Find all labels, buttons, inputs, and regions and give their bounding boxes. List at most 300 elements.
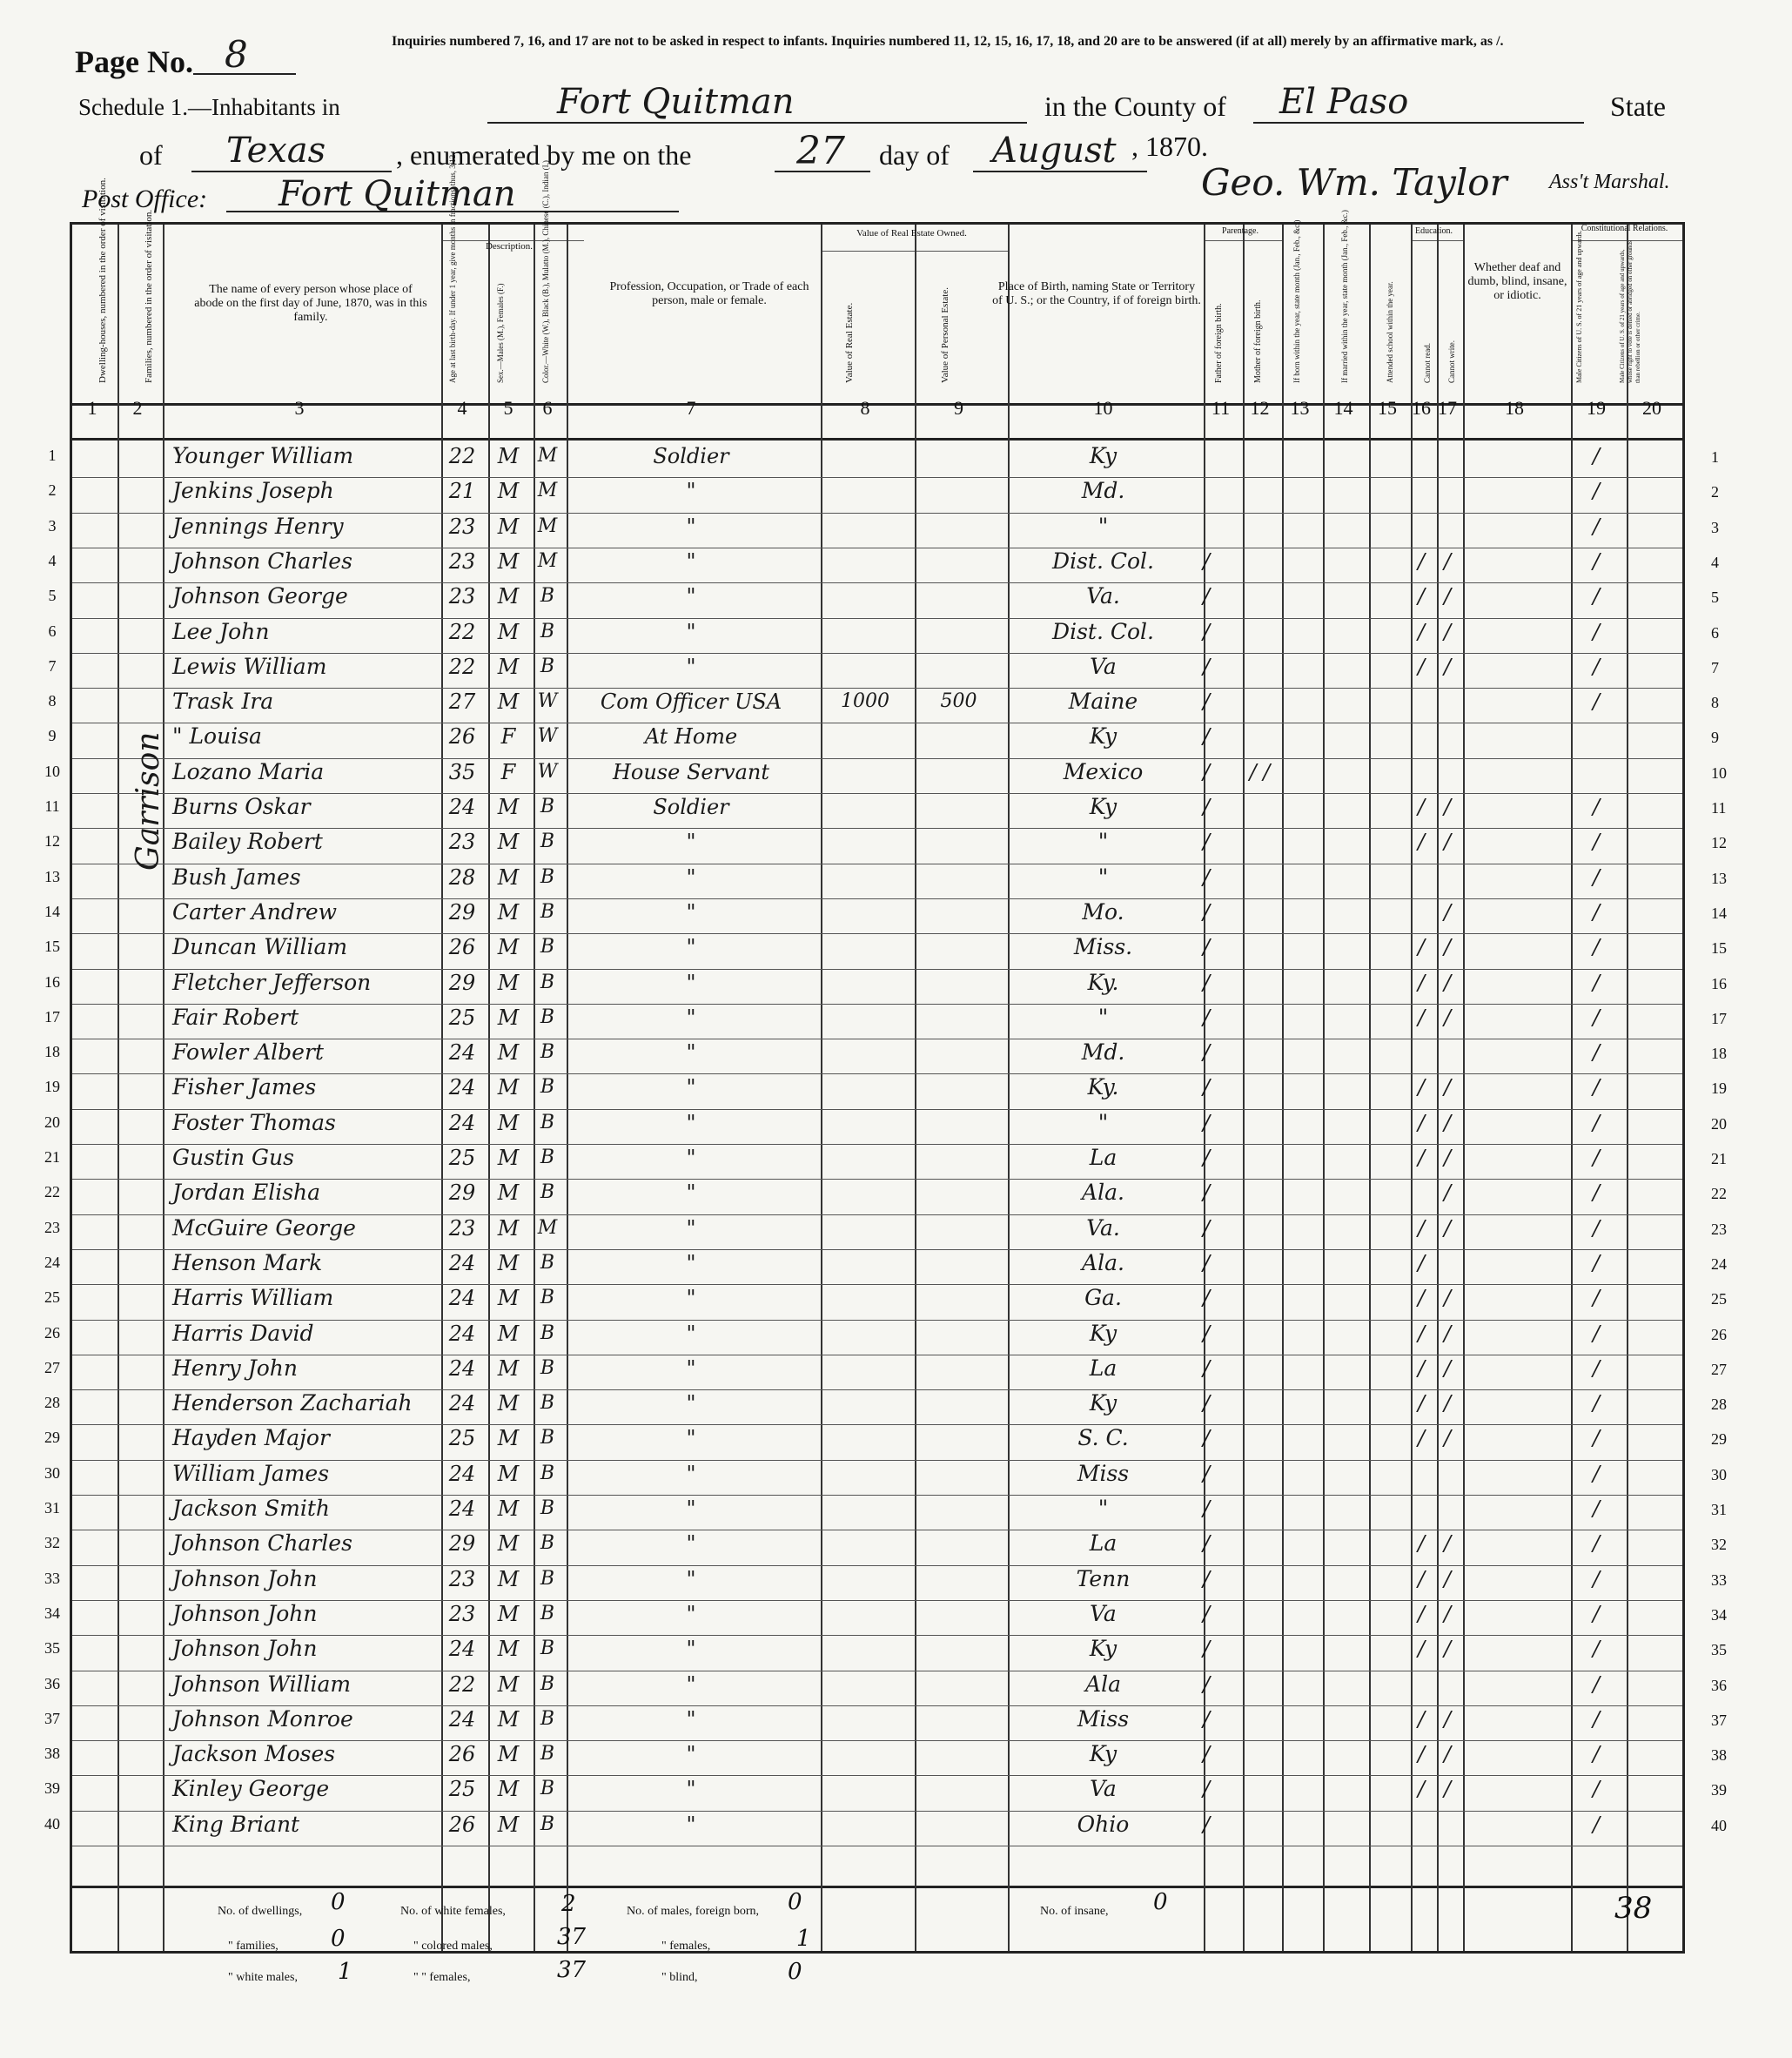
place-name: Fort Quitman [557,82,795,122]
person-age: 26 [448,724,476,750]
person-age: 24 [448,1286,476,1311]
person-sex: M [497,548,520,574]
person-name: Henderson Zachariah [172,1390,413,1416]
person-color: B [540,1392,555,1415]
row-number: 13 [44,867,60,885]
person-occupation: House Servant [612,759,770,784]
person-occupation: " [686,1566,696,1591]
person-color: B [540,936,555,958]
male-citizen-mark: / [1592,1250,1601,1275]
mother-foreign-mark: / / [1249,759,1271,784]
person-age: 35 [448,759,476,784]
birthplace: La [1089,1145,1117,1170]
white-females-value: 2 [561,1891,576,1917]
father-foreign-mark: / [1203,1461,1211,1486]
person-occupation: " [686,970,696,995]
male-citizen-mark: / [1592,1391,1601,1416]
person-color: M [537,514,558,537]
person-occupation: " [686,654,696,679]
person-age: 25 [448,1777,476,1802]
male-citizen-mark: / [1592,970,1601,995]
cannot-write-mark: / [1443,584,1452,609]
person-age: 25 [448,1426,476,1451]
person-sex: M [497,970,520,995]
cannot-read-mark: / [1417,1777,1426,1802]
cannot-read-mark: / [1417,970,1426,995]
male-citizen-mark: / [1592,1286,1601,1311]
column-number: 13 [1290,397,1310,419]
footer-divider [72,1886,1682,1888]
row-number: 38 [44,1745,60,1763]
column-number: 6 [542,397,553,419]
row-number: 3 [48,516,57,535]
state-underline [191,171,392,172]
father-foreign-mark: / [1203,899,1211,925]
person-name: Harris David [172,1320,314,1346]
row-number: 35 [44,1639,60,1658]
male-citizen-mark: / [1592,864,1601,890]
person-color: B [540,1181,555,1204]
male-citizen-mark: / [1592,1706,1601,1732]
person-occupation: " [686,1496,696,1521]
father-foreign-mark: / [1203,1215,1211,1241]
col6-header: Color.—White (W.), Black (B.), Mulatto (M.), Chinese (C.), Indian (I.) [541,160,550,383]
person-sex: M [497,1742,520,1767]
person-sex: M [497,899,520,925]
birthplace: Ky [1089,1320,1117,1346]
male-citizen-mark: / [1592,444,1601,468]
person-occupation: " [686,584,696,609]
person-age: 24 [448,1250,476,1275]
person-age: 24 [448,1637,476,1662]
person-color: M [537,1216,558,1239]
blind-value: 0 [788,1959,802,1985]
birthplace: Ky [1089,723,1117,750]
column-number: 9 [954,397,963,419]
male-citizen-mark: / [1592,1601,1601,1626]
male-citizen-mark: / [1592,1812,1601,1837]
person-color: B [540,1427,555,1449]
male-citizen-mark: / [1592,584,1601,609]
person-sex: M [497,795,520,819]
person-age: 23 [448,1566,476,1591]
row-number: 36 [44,1674,60,1692]
person-occupation: " [686,1777,696,1802]
dwellings-label: No. of dwellings, [218,1905,303,1918]
col3-header: The name of every person whose place of abode on the first day of June, 1870, was in this family. [194,283,427,324]
cannot-write-mark: / [1443,1742,1452,1767]
column-number: 16 [1412,397,1431,419]
person-sex: M [497,1777,520,1802]
person-sex: M [497,1566,520,1591]
male-citizen-mark: / [1592,1146,1601,1170]
col20-header: Male Citizens of U. S. of 21 years of age and upwards, whose right to vote is denied or abridged on other grounds than rebellion or other crime. [1619,240,1641,383]
male-citizen-mark: / [1592,1040,1601,1066]
person-sex: M [497,654,520,679]
father-foreign-mark: / [1203,830,1211,855]
person-occupation: " [686,1461,696,1486]
birthplace: Miss [1077,1705,1130,1732]
person-name: Gustin Gus [172,1145,294,1170]
person-occupation: " [686,514,696,539]
person-sex: M [497,1601,520,1626]
cannot-read-mark: / [1417,1215,1426,1241]
cannot-write-mark: / [1443,830,1452,855]
birthplace: Va. [1086,583,1120,609]
person-name: Johnson Charles [172,1530,352,1557]
person-occupation: " [686,619,696,644]
cannot-read-mark: / [1417,1250,1426,1275]
citizens-total: 38 [1614,1891,1653,1926]
row-number: 32 [44,1534,60,1552]
row-number: 16 [44,972,60,991]
male-citizen-mark: / [1592,1355,1601,1381]
father-foreign-mark: / [1203,1250,1211,1275]
male-citizen-mark: / [1592,1461,1601,1486]
row-number: 10 [44,762,60,780]
person-color: B [540,1076,555,1099]
enumeration-month: August [992,131,1117,171]
page-label [75,44,193,80]
person-occupation: " [686,1215,696,1241]
cannot-read-mark: / [1417,1426,1426,1451]
row-number: 23 [44,1218,60,1236]
row-number-right: 12 [1711,834,1727,852]
col15-header: Attended school within the year. [1386,281,1394,383]
person-sex: M [497,1426,520,1451]
father-foreign-mark: / [1203,1742,1211,1767]
row-number: 6 [48,622,57,640]
father-foreign-mark: / [1203,689,1211,715]
father-foreign-mark: / [1203,1671,1211,1697]
person-color: B [540,1462,555,1484]
cannot-write-mark: / [1443,1110,1452,1135]
column-rule [1369,225,1371,1951]
row-number-right: 6 [1711,623,1719,642]
person-color: B [540,1743,555,1765]
father-foreign-mark: / [1203,935,1211,960]
person-age: 26 [448,935,476,960]
row-number: 28 [44,1394,60,1412]
person-sex: M [497,1637,520,1662]
colored-males-value: 37 [557,1924,587,1950]
person-age: 25 [448,1005,476,1030]
father-foreign-mark: / [1203,584,1211,609]
column-rule [1323,225,1325,1951]
row-number-right: 20 [1711,1114,1727,1133]
county-name: El Paso [1279,82,1409,122]
real-estate-value: 1000 [841,690,889,713]
cannot-read-mark: / [1417,1286,1426,1311]
row-number-right: 27 [1711,1360,1727,1378]
column-number: 11 [1211,397,1231,419]
birthplace: Dist. Col. [1052,618,1154,644]
families-label: " families, [228,1940,279,1953]
person-sex: M [497,1391,520,1416]
row-number: 22 [44,1183,60,1201]
cannot-write-mark: / [1443,1146,1452,1170]
person-name: Bush James [172,864,301,890]
education-header: Education. [1414,226,1453,236]
column-number: 18 [1505,397,1524,419]
birthplace: Ala [1085,1671,1121,1697]
person-sex: M [497,1531,520,1557]
row-number-right: 13 [1711,869,1727,887]
person-name: Johnson William [172,1671,352,1697]
father-foreign-mark: / [1203,1321,1211,1346]
column-rule [1463,225,1465,1951]
person-occupation: " [686,1531,696,1557]
person-color: B [540,1778,555,1800]
row-number-right: 25 [1711,1290,1727,1308]
row-number-right: 22 [1711,1185,1727,1203]
person-age: 22 [448,619,476,644]
person-name: Carter Andrew [172,898,338,925]
birthplace: Ky [1089,443,1117,468]
birthplace: Va [1090,653,1117,679]
cannot-write-mark: / [1443,1391,1452,1416]
person-name: Jackson Moses [172,1741,336,1767]
row-number: 14 [44,902,60,920]
marshal-label: Ass't Marshal. [1549,171,1670,193]
col10-header: Place of Birth, naming State or Territory of U. S.; or the Country, if of foreign birth. [992,280,1201,307]
col17-header: Cannot write. [1447,340,1456,383]
person-occupation: " [686,830,696,855]
row-number-right: 37 [1711,1711,1727,1729]
col19-header: Male Citizens of U. S. of 21 years of age and upwards. [1575,230,1583,383]
cannot-write-mark: / [1443,1566,1452,1591]
father-foreign-mark: / [1203,1146,1211,1170]
person-sex: M [497,1461,520,1486]
person-name: Jenkins Joseph [172,478,334,504]
father-foreign-mark: / [1203,619,1211,644]
cannot-read-mark: / [1417,1742,1426,1767]
cannot-read-mark: / [1417,830,1426,855]
father-foreign-mark: / [1203,654,1211,679]
row-number: 26 [44,1323,60,1342]
cannot-read-mark: / [1417,1110,1426,1135]
person-occupation: At Home [644,724,738,750]
male-citizen-mark: / [1592,935,1601,960]
person-age: 22 [448,654,476,679]
person-age: 29 [448,899,476,925]
male-citizen-mark: / [1592,1531,1601,1557]
cannot-write-mark: / [1443,1355,1452,1381]
father-foreign-mark: / [1203,1426,1211,1451]
person-color: M [537,445,558,467]
person-sex: M [497,935,520,960]
person-age: 23 [448,514,476,539]
person-occupation: " [686,899,696,925]
father-foreign-mark: / [1203,1777,1211,1802]
male-citizen-mark: / [1592,548,1601,574]
row-number: 39 [44,1779,60,1798]
person-color: B [540,1497,555,1519]
row-number: 31 [44,1499,60,1517]
cannot-write-mark: / [1443,1180,1452,1206]
day-underline [775,171,870,172]
person-occupation: Soldier [653,795,729,819]
person-name: Fowler Albert [172,1039,324,1066]
person-name: Hayden Major [172,1425,330,1451]
col7-header: Profession, Occupation, or Trade of each person, male or female. [609,280,809,307]
male-citizen-mark: / [1592,1566,1601,1591]
col5-header: Sex.—Males (M.), Females (F.) [496,283,505,383]
person-name: Fair Robert [172,1004,299,1030]
column-number: 4 [457,397,467,419]
father-foreign-mark: / [1203,759,1211,784]
row-number: 1 [48,447,57,464]
row-number-right: 21 [1711,1150,1727,1167]
person-sex: M [497,1215,520,1241]
row-number: 40 [44,1814,60,1833]
person-age: 29 [448,1180,476,1206]
person-age: 24 [448,1321,476,1346]
person-color: B [540,1532,555,1555]
post-office-label: Post Office: [82,185,208,213]
personal-estate-value: 500 [940,690,977,713]
person-color: M [537,549,558,572]
person-sex: M [497,864,520,890]
row-number-right: 11 [1711,799,1727,817]
father-foreign-mark: / [1203,1601,1211,1626]
col16-header: Cannot read. [1423,343,1432,383]
cannot-write-mark: / [1443,1637,1452,1662]
birthplace: Ky. [1087,1074,1119,1100]
person-sex: M [497,1496,520,1521]
cannot-write-mark: / [1443,1286,1452,1311]
column-number: 19 [1587,397,1606,419]
of-label: of [139,139,163,171]
dwellings-value: 0 [331,1889,346,1915]
cannot-write-mark: / [1443,795,1452,819]
birthplace: Va. [1086,1214,1120,1241]
person-age: 28 [448,864,476,890]
person-name: Jennings Henry [172,513,344,539]
white-males-label: " white males, [228,1971,298,1984]
value-header: Value of Real Estate Owned. [856,228,967,239]
birthplace: " [1097,1004,1109,1030]
description-header: Description. [485,241,534,252]
person-age: 29 [448,1531,476,1557]
person-color: B [540,1707,555,1730]
row-number: 15 [44,938,60,956]
row-number: 21 [44,1148,60,1166]
row-number-right: 39 [1711,1781,1727,1799]
row-number-right: 28 [1711,1396,1727,1414]
person-occupation: Soldier [653,444,729,468]
column-number: 12 [1250,397,1270,419]
cannot-write-mark: / [1443,1005,1452,1030]
person-name: Fletcher Jefferson [172,969,372,995]
birthplace: Va [1090,1600,1117,1626]
person-sex: F [500,724,516,750]
page-number-underline [193,73,296,75]
person-age: 21 [448,479,476,504]
person-sex: M [497,830,520,855]
person-occupation: " [686,1601,696,1626]
cannot-write-mark: / [1443,935,1452,960]
column-number: 8 [860,397,870,419]
row-number-right: 38 [1711,1746,1727,1765]
cannot-read-mark: / [1417,1566,1426,1591]
cannot-write-mark: / [1443,1706,1452,1732]
cannot-read-mark: / [1417,795,1426,819]
father-foreign-mark: / [1203,724,1211,750]
cannot-read-mark: / [1417,584,1426,609]
person-sex: M [497,479,520,504]
person-name: Foster Thomas [172,1109,336,1135]
male-citizen-mark: / [1592,1005,1601,1030]
row-number: 24 [44,1253,60,1271]
male-citizen-mark: / [1592,689,1601,715]
person-name: Fisher James [172,1074,317,1100]
instruction-text: Inquiries numbered 7, 16, and 17 are not to be asked in respect to infants. Inquiries numbered 11, 12, 15, 16, 17, 18, and 20 are to be answered (if at all) merely by an affirmative mark, as /. [392,34,1504,49]
male-citizen-mark: / [1592,1215,1601,1241]
birthplace: Miss. [1073,934,1133,960]
person-sex: M [497,1321,520,1346]
row-rule [72,1811,1682,1812]
person-sex: M [497,1146,520,1170]
person-occupation: " [686,1110,696,1135]
row-number-right: 29 [1711,1430,1727,1449]
person-sex: M [497,1355,520,1381]
person-occupation: Com Officer USA [600,689,782,715]
person-occupation: " [686,1180,696,1206]
person-sex: M [497,1005,520,1030]
person-name: Johnson John [172,1565,318,1591]
person-occupation: " [686,1355,696,1381]
person-occupation: " [686,1637,696,1662]
birthplace: Ky [1089,794,1117,819]
foreign-males-label: No. of males, foreign born, [627,1905,760,1918]
row-number-right: 18 [1711,1045,1727,1063]
person-sex: F [500,759,516,784]
column-number-divider [72,438,1682,441]
person-age: 24 [448,1706,476,1732]
row-number-right: 31 [1711,1501,1727,1518]
person-color: W [537,690,558,713]
male-citizen-mark: / [1592,1426,1601,1451]
father-foreign-mark: / [1203,1110,1211,1135]
person-occupation: " [686,548,696,574]
row-number-right: 2 [1711,483,1719,501]
birthplace: Ga. [1084,1285,1122,1311]
birthplace: Miss [1077,1460,1130,1486]
cannot-read-mark: / [1417,1146,1426,1170]
page-label-text: Page No. [75,44,193,79]
person-name: Harris William [172,1285,334,1311]
father-foreign-mark: / [1203,795,1211,819]
person-name: Younger William [172,443,354,468]
person-age: 23 [448,1215,476,1241]
person-age: 26 [448,1742,476,1767]
person-name: Henson Mark [172,1249,323,1275]
person-sex: M [497,1286,520,1311]
cannot-read-mark: / [1417,548,1426,574]
person-age: 24 [448,1110,476,1135]
person-color: B [540,1322,555,1344]
person-age: 24 [448,1391,476,1416]
person-occupation: " [686,1286,696,1311]
side-note: Garrison [131,731,166,871]
column-number: 7 [686,397,696,419]
person-color: B [540,620,555,642]
person-name: Johnson Charles [172,548,352,574]
person-name: " Louisa [172,723,262,750]
row-number: 7 [48,656,57,675]
column-number: 2 [132,397,143,419]
